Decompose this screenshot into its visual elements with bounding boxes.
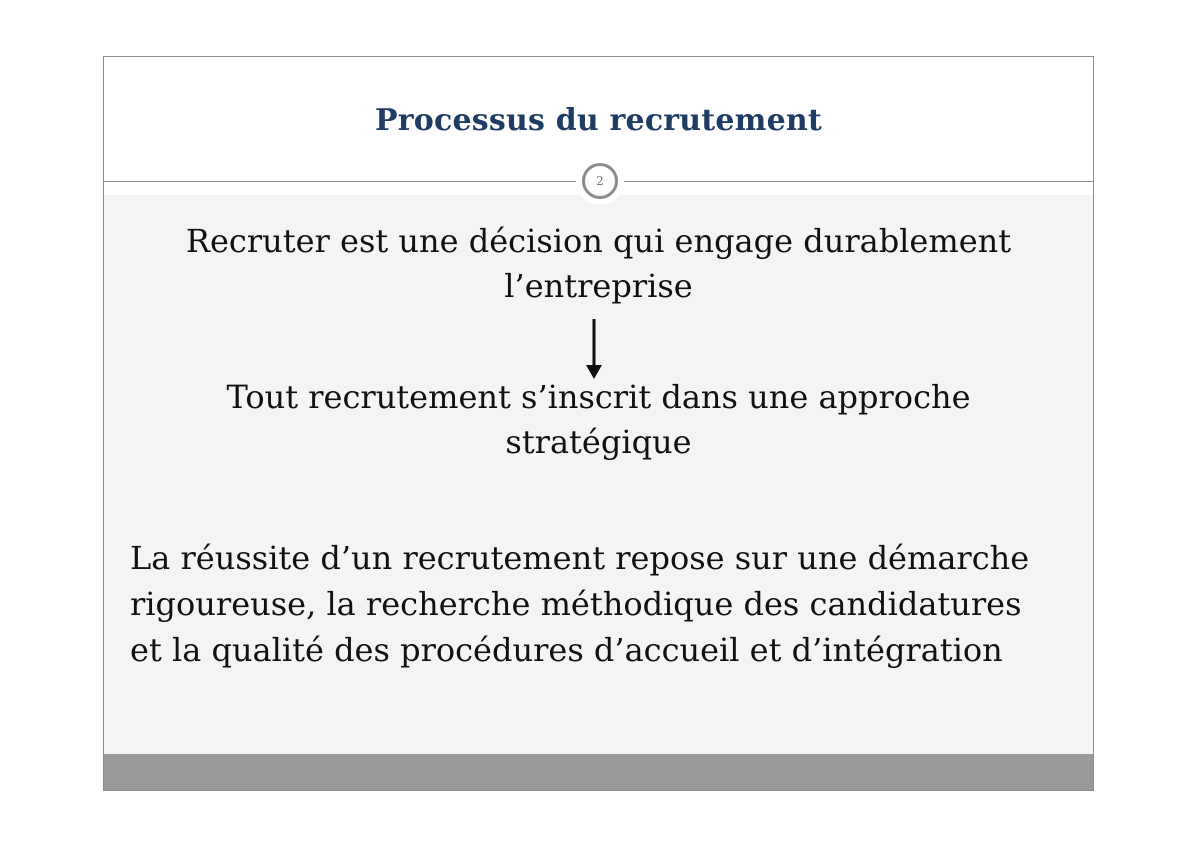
statement-success-factors	[130, 535, 1073, 673]
statement-line: rigoureuse, la recherche méthodique des candidatures	[130, 585, 1022, 623]
statement-recruiting-decision	[104, 219, 1093, 309]
slide-title: Processus du recrutement	[375, 103, 822, 138]
page-number: 2	[582, 163, 618, 199]
statement-line: l’entreprise	[504, 267, 693, 305]
page-number-badge	[576, 157, 624, 205]
statement-line: Tout recrutement s’inscrit dans une approche	[226, 378, 971, 416]
statement-line: stratégique	[505, 423, 692, 461]
footer-bar	[104, 754, 1093, 790]
statement-line: et la qualité des procédures d’accueil et d’intégration	[130, 631, 1003, 669]
statement-strategic-approach	[104, 375, 1093, 465]
down-arrow-icon	[582, 319, 606, 381]
statement-line: La réussite d’un recrutement repose sur une démarche	[130, 539, 1030, 577]
slide	[103, 56, 1094, 791]
statement-line: Recruter est une décision qui engage durablement	[185, 222, 1012, 260]
